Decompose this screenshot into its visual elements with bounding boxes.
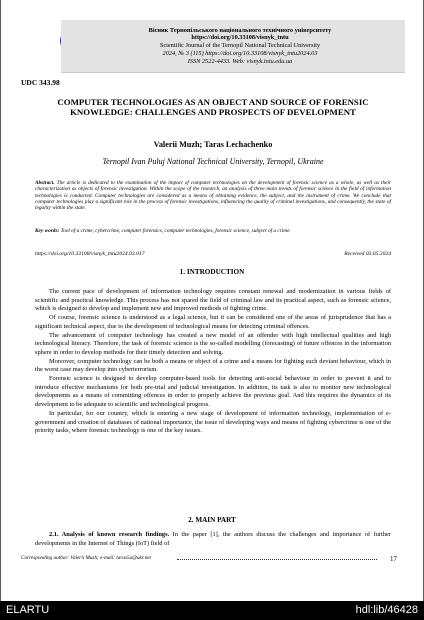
paper-title: COMPUTER TECHNOLOGIES AS AN OBJECT AND SOURCE OF FORENSIC KNOWLEDGE: CHALLENGES AND PROSPECTS OF DEVELOPMENT (57, 97, 369, 117)
abstract-text: The article is dedicated to the examination of the impact of computer technologies on the development of forensic science as a whole, as well as their characterization as objects of forensic investigation. Within the scope of the research, an analysis of three main trends of forensic science in the field of information technologies is conducted. Computer technologies are considered as a means of obtaining evidence, the subject, and the instrument of crime. We conclude that computer technologies play a significant role in the process of forensic investigations, influencing the quality of criminal investigations, and consequently, the state of legality within the state. (35, 180, 391, 212)
intro-paragraph: The advancement of computer technology has created a new model of an offender with high intellectual qualities and high technological literacy. Therefore, the task of forensic science is the so-called modelling (forecasting) of future offences in the information sphere in order to develop methods for their timely detection and solving. (35, 331, 391, 356)
handle-label[interactable]: hdl:lib/46428 (355, 604, 418, 616)
journal-issn-web: ISSN 2522-4433. Web: visnyk.tntu.edu.ua (187, 58, 293, 65)
abstract-label: Abstract. (35, 180, 55, 186)
keywords (35, 228, 391, 234)
abstract (35, 180, 391, 211)
article-doi-link[interactable]: https://doi.org/10.33108/visnyk_tntu2024.03.017 (35, 251, 145, 257)
intro-paragraph: Moreover, computer technology can be both a means or object of a crime and a means for fighting such deviant behaviour, which in the worst case may develop into cyberterrorism. (35, 357, 391, 374)
page-footer (21, 555, 405, 567)
udc-code: UDC 343.98 (21, 78, 60, 87)
journal-title-en: Scientific Journal of the Ternopil National Technical University (159, 42, 321, 49)
intro-paragraph: Of course, forensic science is understood as a legal science, but it can be considered one of the areas of jurisprudence that has a significant technical aspect, due to the development of technological means for detecting criminal offences. (35, 314, 391, 330)
page-number: 17 (390, 555, 397, 563)
paper-page (1, 0, 423, 601)
viewer-status-bar (0, 601, 424, 620)
intro-heading: 1. INTRODUCTION (179, 268, 245, 276)
journal-doi-link[interactable]: https://doi.org/10.33108/visnyk_tntu (191, 34, 289, 41)
repository-label[interactable]: ELARTU (6, 604, 50, 616)
corresponding-author: Corresponding author: Valerii Muzh; e-mail: taras5a@ukr.net (21, 555, 151, 561)
paper-authors: Valerii Muzh; Taras Lechachenko (153, 140, 273, 149)
paper-affiliation: Ternopil Ivan Puluj National Technical University, Ternopil, Ukraine (102, 157, 324, 166)
intro-paragraph: Forensic science is designed to develop computer-based tools for detecting anti-social behaviour in order to prevent it and to introduce effective mechanisms for both pre-trial and judicial investigation. In addition, its task is also to monitor new technological developments as a means of committing offences in order to properly achieve the previous goal. And this requires the dynamics of its development to be adequate to scientific and technological progress. (35, 375, 391, 409)
intro-paragraph: In particular, for our country, which is entering a new stage of development of information technology, implementation of e-government and creation of databases of national importance, the issue of developing ways and means of fighting cybercrime is one of the priority tasks, where forensic technology is one of the key issues. (35, 409, 391, 435)
intro-body (35, 288, 391, 436)
subsection-text: In the paper [1], the authors discuss the challenges and importance of further developments in the Internet of Things (IoT) field of (35, 531, 391, 547)
subsection-label: 2.1. Analysis of known research findings. (49, 531, 170, 538)
keywords-text: Tool of a crime, cybercrime, computer forensics, computer technologies, forensic science, subject of a crime. (60, 228, 291, 234)
keywords-label: Key words: (35, 228, 60, 234)
main-part-body (35, 531, 391, 548)
intro-paragraph: The current pace of development of information technology requires constant renewal and modernization in various fields of scientific and practical knowledge. This process has not spared the field of criminal law and its practical aspect, such as forensic science, which is designed to develop and implement new and improved methods of fighting crime. (35, 288, 391, 313)
received-date: Received 03.05.2024 (344, 251, 391, 257)
journal-title-ua: Вісник Тернопільського національного технічного університету (148, 27, 332, 34)
footer-dotted-leader (177, 559, 377, 560)
main-part-heading: 2. MAIN PART (188, 516, 236, 524)
journal-issue: 2024, № 3 (115) https://doi.org/10.33108/visnyk_tntu2024.03 (162, 50, 318, 57)
